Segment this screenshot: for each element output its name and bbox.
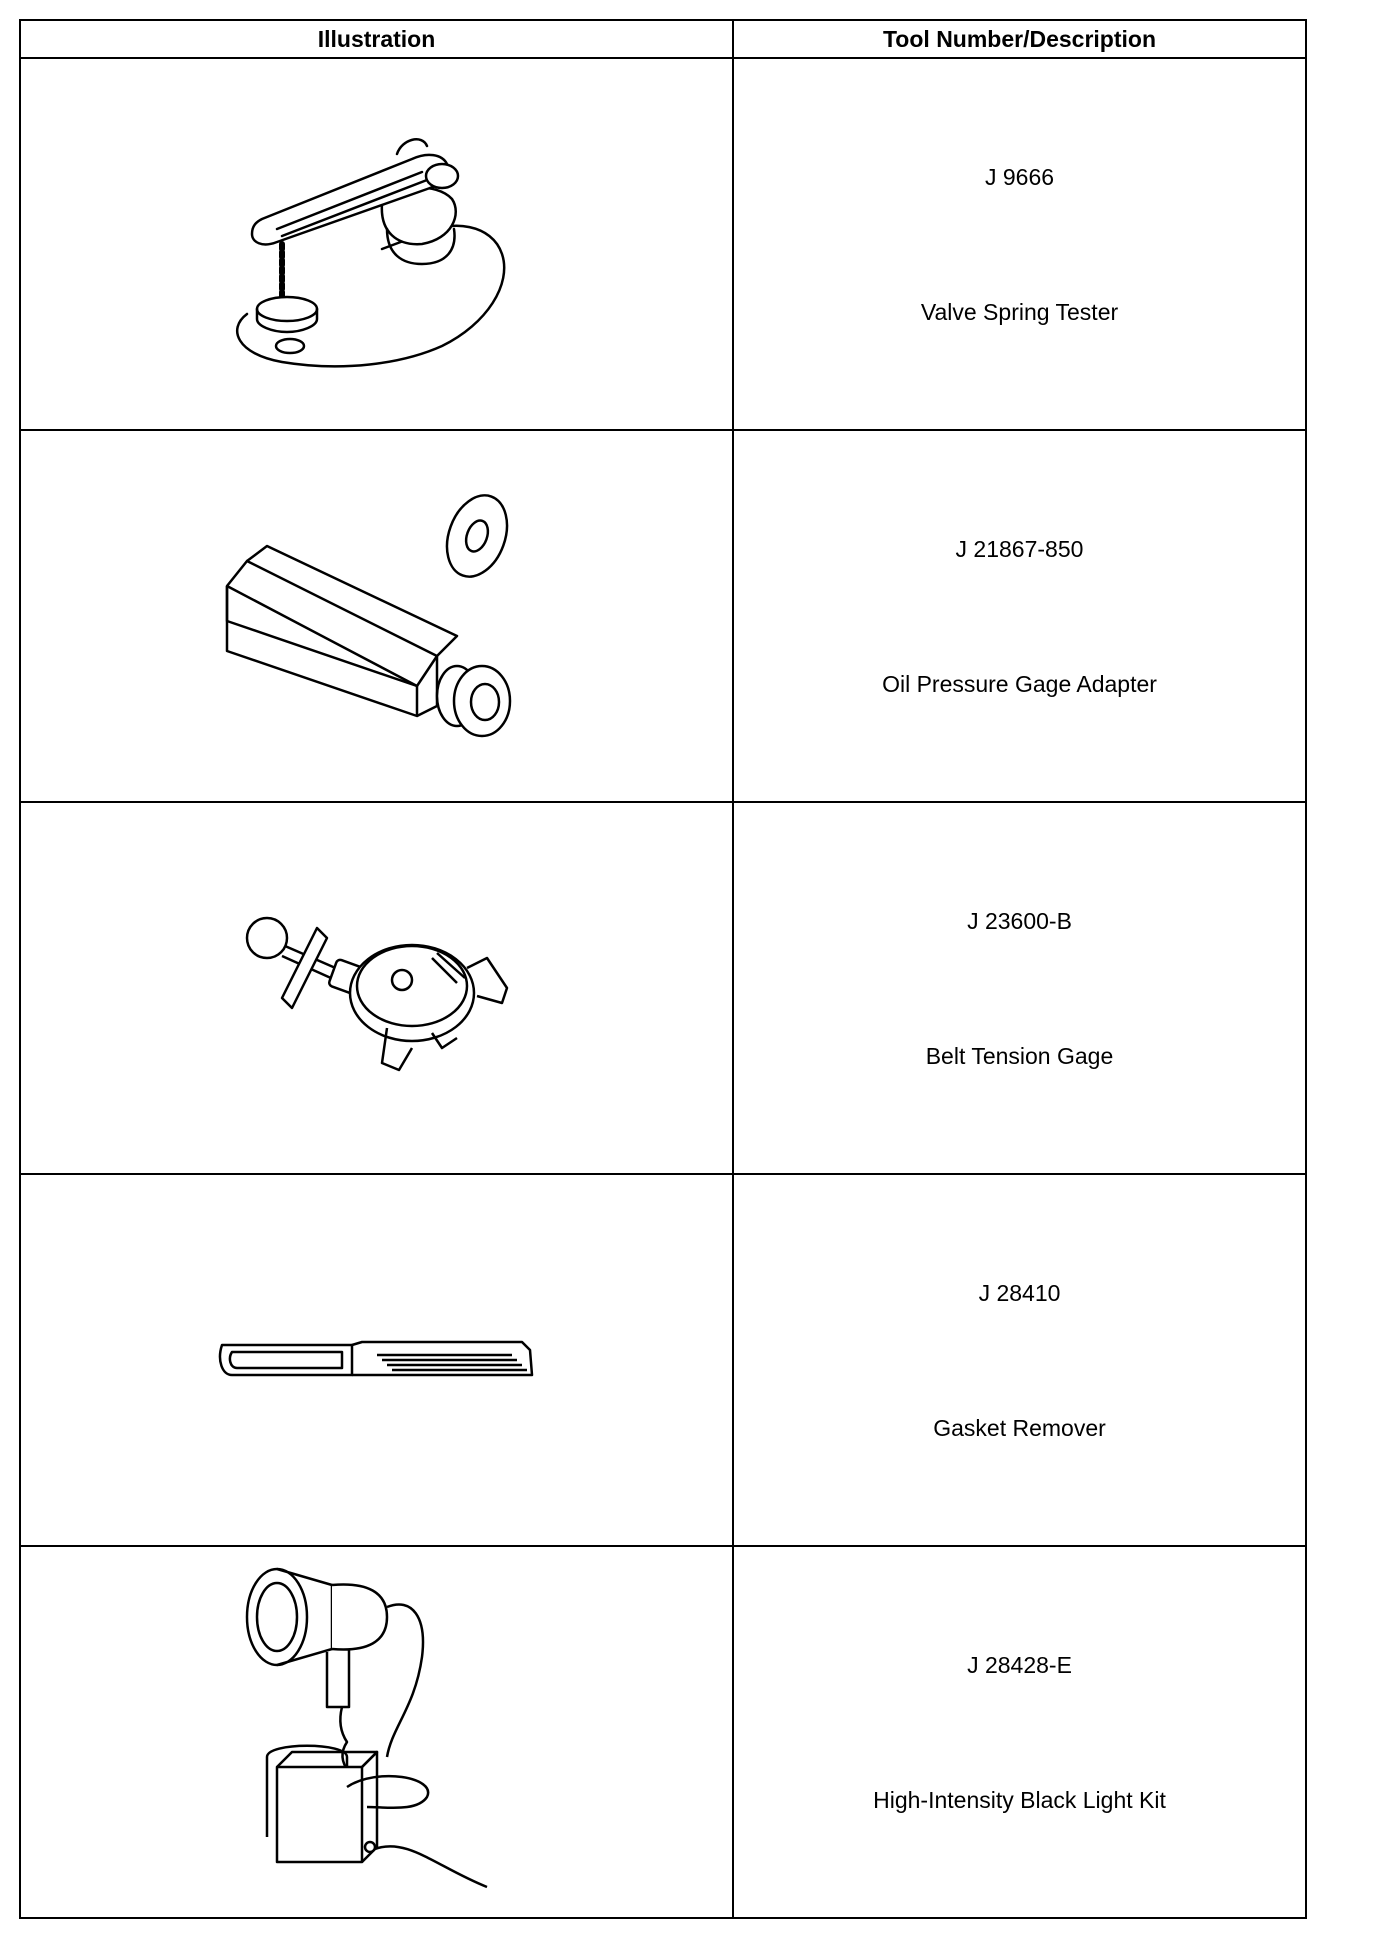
oil-pressure-gage-adapter-icon <box>207 486 547 746</box>
table-row <box>20 1546 1306 1918</box>
table-header-row <box>20 20 1306 58</box>
tool-table <box>19 19 1307 1919</box>
table-row <box>20 1174 1306 1546</box>
tool-number: J 23600-B <box>967 908 1072 934</box>
gasket-remover-icon <box>212 1330 542 1390</box>
tool-description: Oil Pressure Gage Adapter <box>882 671 1157 697</box>
tool-description-cell <box>733 58 1306 430</box>
tool-description-cell <box>733 1546 1306 1918</box>
tool-number: J 9666 <box>984 164 1055 190</box>
illustration-cell <box>20 1546 733 1918</box>
tool-description: Valve Spring Tester <box>920 299 1119 325</box>
illustration-cell <box>20 58 733 430</box>
table-row <box>20 430 1306 802</box>
tool-number: J 28410 <box>978 1280 1061 1306</box>
table-row <box>20 802 1306 1174</box>
illustration-cell <box>20 430 733 802</box>
valve-spring-tester-icon <box>222 114 532 374</box>
illustration-cell <box>20 802 733 1174</box>
header-tool-number-description: Tool Number/Description <box>733 20 1306 58</box>
black-light-kit-icon <box>237 1557 517 1907</box>
tool-number: J 21867-850 <box>955 536 1084 562</box>
belt-tension-gage-icon <box>237 898 517 1078</box>
tool-description-cell <box>733 802 1306 1174</box>
tool-description: High-Intensity Black Light Kit <box>873 1787 1166 1813</box>
header-illustration: Illustration <box>20 20 733 58</box>
table-row <box>20 58 1306 430</box>
tool-number: J 28428-E <box>967 1652 1072 1678</box>
tool-description: Gasket Remover <box>933 1415 1106 1441</box>
tool-description-cell <box>733 1174 1306 1546</box>
illustration-cell <box>20 1174 733 1546</box>
tool-description: Belt Tension Gage <box>925 1043 1114 1069</box>
tool-description-cell <box>733 430 1306 802</box>
